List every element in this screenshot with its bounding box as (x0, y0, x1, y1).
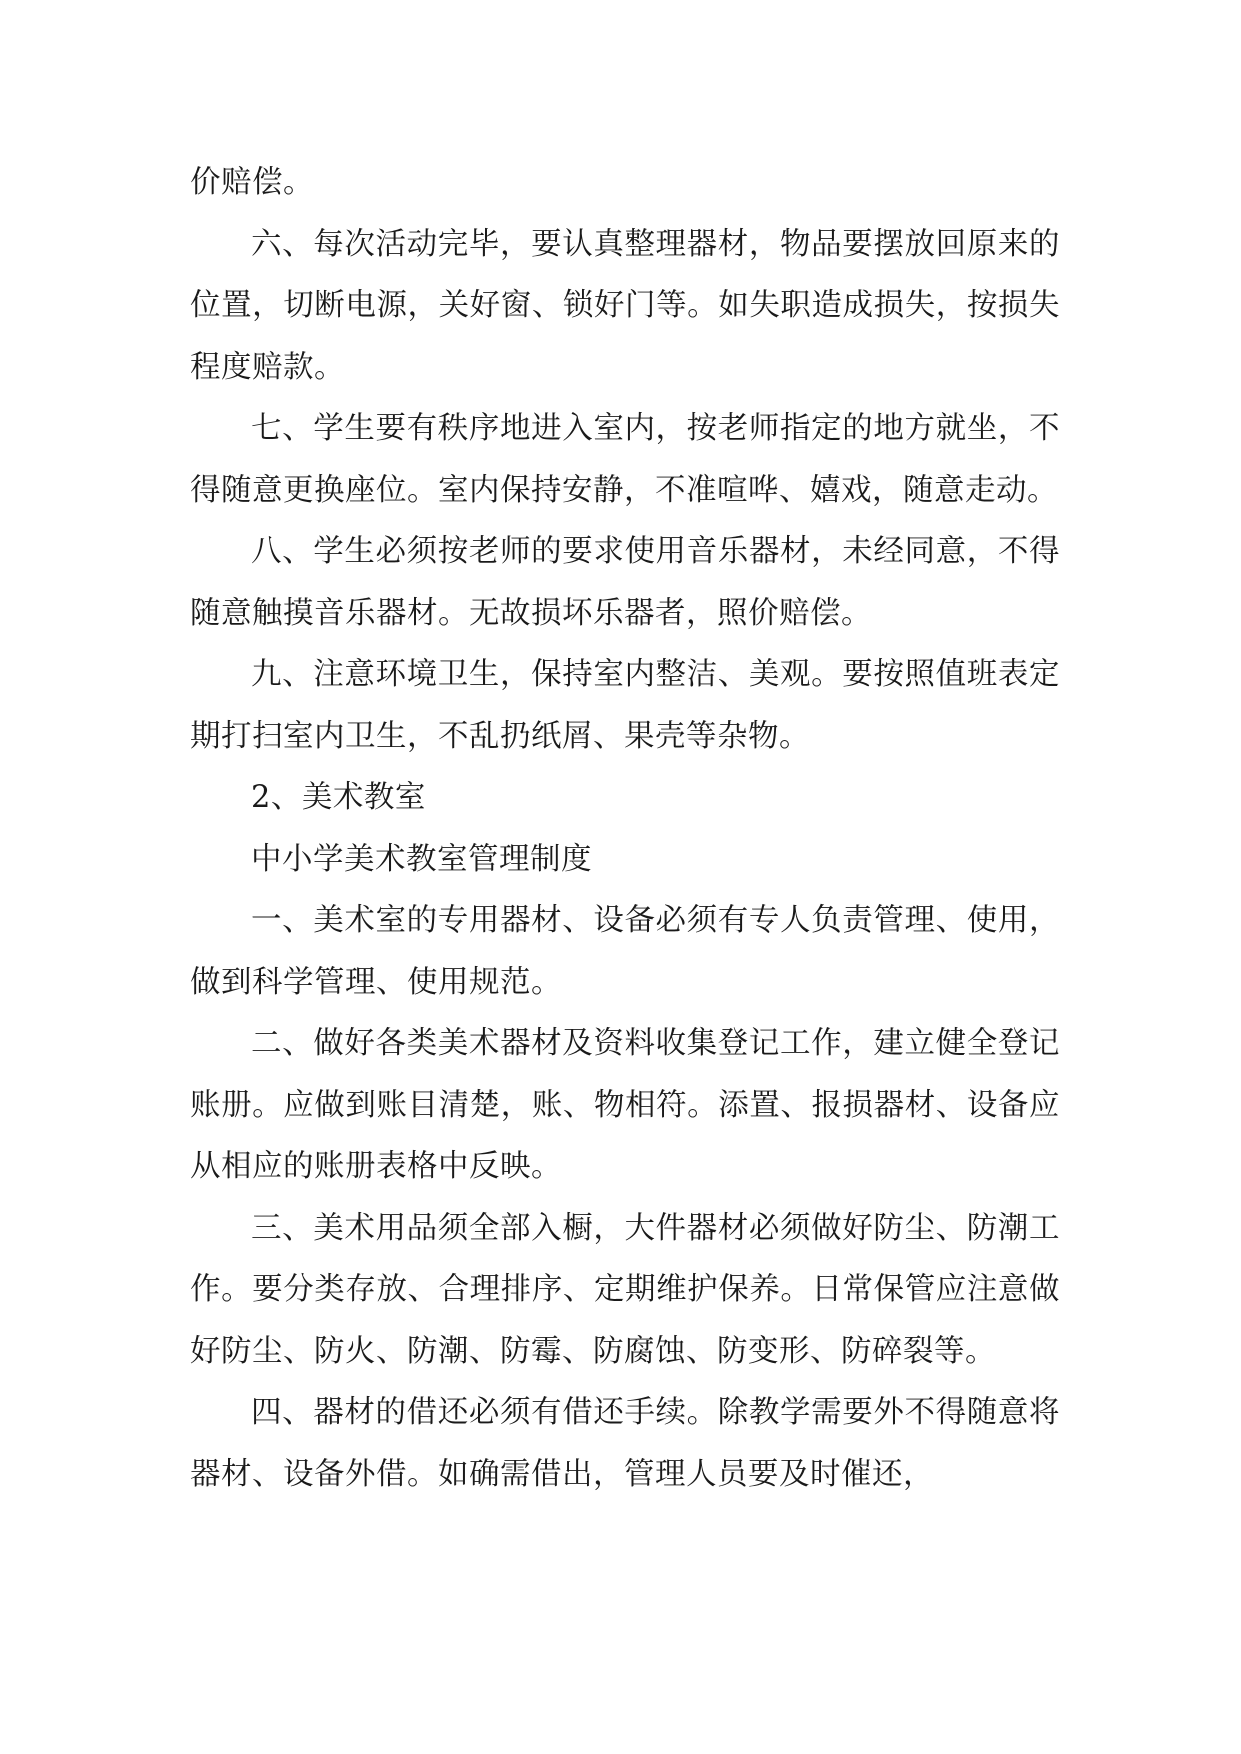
rule-six-paragraph: 六、每次活动完毕，要认真整理器材，物品要摆放回原来的位置，切断电源，关好窗、锁好门等。如失职造成损失，按损失程度赔款。 (190, 226, 1060, 385)
section-heading: 2、美术教室 (251, 780, 426, 815)
rule-seven-paragraph: 七、学生要有秩序地进入室内，按老师指定的地方就坐，不得随意更换座位。室内保持安静，不准喧哗、嬉戏，随意走动。 (190, 411, 1060, 508)
paragraph-continuation: 价赔偿。 (190, 165, 314, 200)
art-rule-two-paragraph: 二、做好各类美术器材及资料收集登记工作，建立健全登记账册。应做到账目清楚，账、物相符。添置、报损器材、设备应从相应的账册表格中反映。 (190, 1026, 1060, 1184)
rule-eight-paragraph: 八、学生必须按老师的要求使用音乐器材，未经同意，不得随意触摸音乐器材。无故损坏乐器者，照价赔偿。 (190, 534, 1060, 631)
art-rule-one-paragraph: 一、美术室的专用器材、设备必须有专人负责管理、使用，做到科学管理、使用规范。 (190, 903, 1060, 1000)
art-rule-four-paragraph: 四、器材的借还必须有借还手续。除教学需要外不得随意将器材、设备外借。如确需借出，管理人员要及时催还， (190, 1395, 1060, 1492)
subsection-title: 中小学美术教室管理制度 (251, 841, 592, 877)
rule-nine-paragraph: 九、注意环境卫生，保持室内整洁、美观。要按照值班表定期打扫室内卫生，不乱扔纸屑、果壳等杂物。 (190, 657, 1060, 754)
art-rule-three-paragraph: 三、美术用品须全部入橱，大件器材必须做好防尘、防潮工作。要分类存放、合理排序、定期维护保养。日常保管应注意做好防尘、防火、防潮、防霉、防腐蚀、防变形、防碎裂等。 (190, 1210, 1060, 1369)
document-page (190, 152, 1060, 1505)
